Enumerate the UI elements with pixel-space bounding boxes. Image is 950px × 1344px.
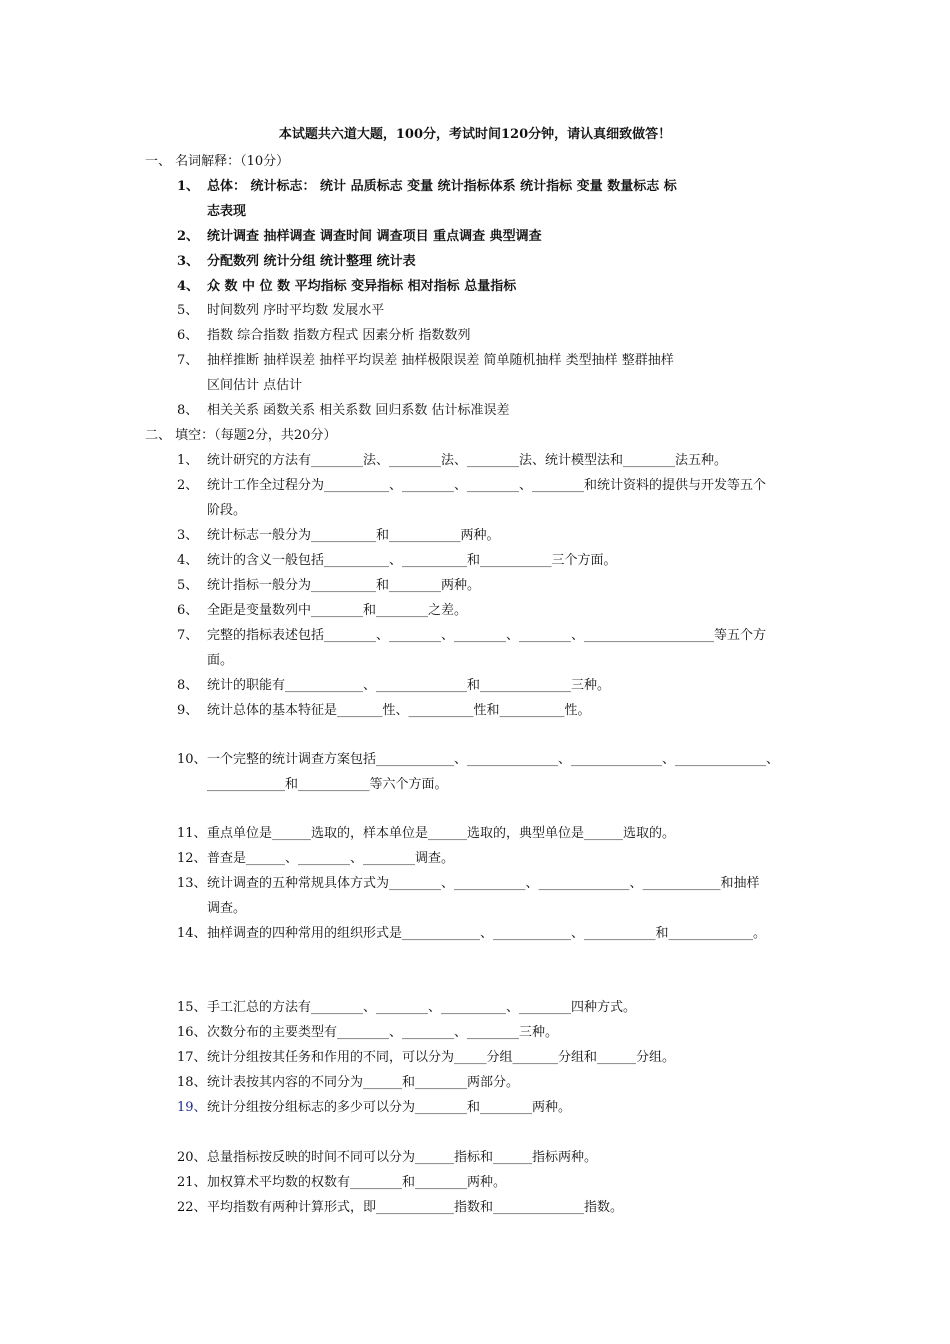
question-number: 3、 — [177, 528, 199, 543]
question-number: 2、 — [177, 478, 199, 493]
fill-blank-question: 平均指数有两种计算形式，即____________指数和______________指数。 — [207, 1200, 624, 1215]
question-number: 6、 — [177, 603, 199, 618]
term-list-3: 分配数列 统计分组 统计整理 统计表 — [207, 254, 416, 269]
question-number: 16、 — [177, 1025, 207, 1040]
question-number: 18、 — [177, 1075, 207, 1090]
fill-blank-question-line-1: 统计调查的五种常规具体方式为________、___________、______________、____________和抽样 — [207, 876, 760, 891]
fill-blank-question: 统计的含义一般包括__________、__________和___________三个方面。 — [207, 553, 617, 568]
question-number: 19、 — [177, 1100, 207, 1115]
fill-blank-question: 统计研究的方法有________法、________法、________法、统计模型法和________法五种。 — [207, 453, 728, 468]
question-number: 22、 — [177, 1200, 207, 1215]
question-number: 8、 — [177, 403, 199, 418]
fill-blank-question: 统计总体的基本特征是_______性、__________性和__________性。 — [207, 703, 591, 718]
question-number: 1、 — [177, 179, 200, 194]
fill-blank-question: 统计分组按其任务和作用的不同，可以分为_____分组_______分组和______分组。 — [207, 1050, 676, 1065]
question-number: 17、 — [177, 1050, 207, 1065]
term-list-6: 指数 综合指数 指数方程式 因素分析 指数数列 — [207, 328, 471, 343]
question-number: 4、 — [177, 279, 200, 294]
fill-blank-question-line-2: 面。 — [207, 653, 234, 668]
fill-blank-question: 手工汇总的方法有________、________、__________、________四种方式。 — [207, 1000, 637, 1015]
fill-blank-question-line-1: 一个完整的统计调查方案包括____________、______________、______________、______________、 — [207, 752, 780, 767]
fill-blank-question: 统计的职能有____________、______________和______________三种。 — [207, 678, 611, 693]
question-number: 12、 — [177, 851, 207, 866]
fill-blank-question-line-2: 阶段。 — [207, 503, 247, 518]
section-1-heading: 一、 名词解释：（10分） — [145, 154, 290, 169]
term-list-5: 时间数列 序时平均数 发展水平 — [207, 303, 385, 318]
term-list-7-line-1: 抽样推断 抽样误差 抽样平均误差 抽样极限误差 简单随机抽样 类型抽样 整群抽样 — [207, 353, 674, 368]
term-list-7-line-2: 区间估计 点估计 — [207, 378, 303, 393]
question-number: 3、 — [177, 254, 200, 269]
question-number: 5、 — [177, 578, 199, 593]
question-number: 13、 — [177, 876, 207, 891]
section-2-heading: 二、 填空：（每题2分，共20分） — [145, 428, 337, 443]
fill-blank-question-line-1: 完整的指标表述包括________、________、________、________、____________________等五个方 — [207, 628, 767, 643]
fill-blank-question: 加权算术平均数的权数有________和________两种。 — [207, 1175, 507, 1190]
fill-blank-question: 全距是变量数列中________和________之差。 — [207, 603, 468, 618]
fill-blank-question: 普查是______、________、________调查。 — [207, 851, 455, 866]
term-list-4: 众 数 中 位 数 平均指标 变异指标 相对指标 总量指标 — [207, 279, 517, 294]
fill-blank-question: 统计分组按分组标志的多少可以分为________和________两种。 — [207, 1100, 572, 1115]
question-number: 20、 — [177, 1150, 207, 1165]
term-list-8: 相关关系 函数关系 相关系数 回归系数 估计标准误差 — [207, 403, 510, 418]
exam-instructions: 本试题共六道大题，100分，考试时间120分钟，请认真细致做答！ — [278, 127, 672, 142]
question-number: 2、 — [177, 229, 200, 244]
question-number: 9、 — [177, 703, 199, 718]
question-number: 6、 — [177, 328, 199, 343]
term-list-2: 统计调查 抽样调查 调查时间 调查项目 重点调查 典型调查 — [207, 229, 542, 244]
question-number: 5、 — [177, 303, 199, 318]
question-number: 8、 — [177, 678, 199, 693]
question-number: 7、 — [177, 353, 199, 368]
fill-blank-question: 次数分布的主要类型有________、________、________三种。 — [207, 1025, 559, 1040]
question-number: 4、 — [177, 553, 199, 568]
term-list-1-line-2: 志表现 — [207, 204, 247, 219]
fill-blank-question-line-1: 统计工作全过程分为__________、________、________、________和统计资料的提供与开发等五个 — [207, 478, 767, 493]
question-number: 14、 — [177, 926, 207, 941]
fill-blank-question: 统计标志一般分为__________和___________两种。 — [207, 528, 500, 543]
fill-blank-question: 统计指标一般分为__________和________两种。 — [207, 578, 481, 593]
fill-blank-question: 总量指标按反映的时间不同可以分为______指标和______指标两种。 — [207, 1150, 598, 1165]
question-number: 15、 — [177, 1000, 207, 1015]
fill-blank-question: 重点单位是______选取的，样本单位是______选取的，典型单位是______选取的。 — [207, 826, 676, 841]
question-number: 7、 — [177, 628, 199, 643]
question-number: 21、 — [177, 1175, 207, 1190]
question-number: 11、 — [177, 826, 207, 841]
term-list-1-line-1: 总体： 统计标志： 统计 品质标志 变量 统计指标体系 统计指标 变量 数量标志 标 — [207, 179, 677, 194]
fill-blank-question: 抽样调查的四种常用的组织形式是____________、____________、___________和_____________。 — [207, 926, 767, 941]
question-number: 1、 — [177, 453, 199, 468]
question-number: 10、 — [177, 752, 207, 767]
fill-blank-question-line-2: 调查。 — [207, 901, 247, 916]
fill-blank-question: 统计表按其内容的不同分为______和________两部分。 — [207, 1075, 520, 1090]
fill-blank-question-line-2: ____________和___________等六个方面。 — [207, 777, 448, 792]
